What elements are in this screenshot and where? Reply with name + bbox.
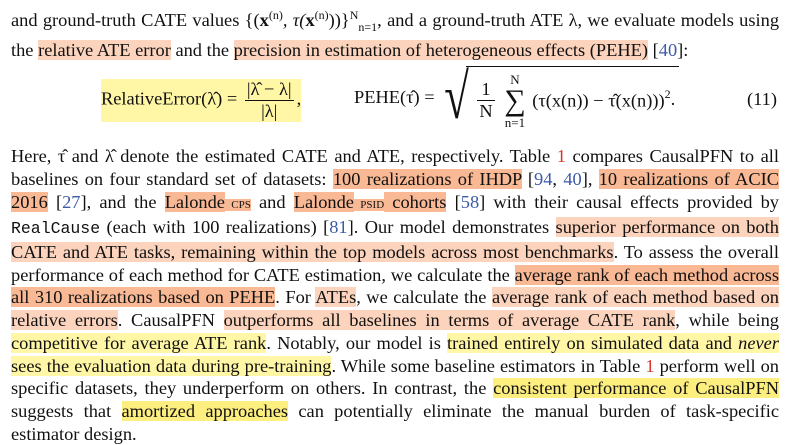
text-run: ))} (328, 10, 350, 31)
table-ref-link[interactable]: 1 (645, 355, 655, 376)
text-run: . CausalPFN (117, 310, 224, 331)
highlight-superior-performance: superior performance on both CATE and ATE tasks, remaining within the top models across most benchmarks (11, 217, 779, 263)
math-sub: n=1 (358, 19, 378, 34)
citation-link[interactable]: 58 (460, 191, 480, 212)
citation-link[interactable]: 27 (62, 191, 81, 212)
highlight-cps: CPS (224, 198, 251, 211)
citation-link[interactable]: 40 (563, 168, 582, 189)
text-run: suggests that (11, 400, 122, 421)
code-realcause: RealCause (11, 219, 101, 239)
highlight-lalonde: Lalonde (293, 191, 354, 212)
text-run: and the (170, 39, 234, 60)
math-tau: , τ( (282, 10, 306, 31)
pehe-equation (354, 61, 679, 133)
text-run: perform well on specific datasets, they underperform on others. In contrast, the (11, 355, 779, 399)
text-run: Here, τ̂ and λ̂ denote the estimated CATE and ATE, respectively. Table (11, 146, 557, 167)
highlight-pretraining: sees the evaluation data during pre-training (11, 355, 332, 376)
eq-lhs: PEHE(τ̂) = (354, 86, 435, 107)
citation-link[interactable]: 94 (534, 168, 553, 189)
highlight-cohorts: cohorts (384, 191, 447, 212)
math-sup-N: N (349, 8, 359, 22)
highlight-outperforms: outperforms all baselines in terms of average CATE rank (223, 310, 676, 331)
fraction-numerator: 1 (477, 79, 494, 101)
text-run: [ (648, 39, 659, 60)
highlight-average-rank-relative: average rank of each method based on relative errors (11, 287, 779, 331)
highlight-psid: PSID (353, 198, 385, 211)
text-run: [ (47, 191, 63, 212)
highlight-average-rank-pehe: average rank of each method across all 310 realizations based on PEHE (11, 264, 779, 308)
text-run: [ (446, 191, 461, 212)
highlight-pehe: precision in estimation of heterogeneous effects (PEHE) (233, 39, 649, 60)
fraction-denominator: |λ| (261, 101, 278, 122)
highlight-acic: 10 realizations of ACIC 2016 (11, 168, 779, 212)
summation (504, 73, 525, 129)
math-sup: (n) (314, 8, 329, 22)
pehe-body: (τ(x(n)) − τ̂(x(n))) (532, 90, 665, 111)
sqrt-body (466, 66, 679, 129)
fraction-numerator: |λ̂ − λ| (246, 79, 292, 100)
results-paragraph (11, 145, 779, 445)
paper-page (11, 4, 779, 445)
sum-icon: ∑ (504, 83, 526, 117)
square: 2 (664, 86, 671, 101)
text-run: , we calculate the (356, 287, 492, 308)
text-run: . Notably, our model is (266, 332, 448, 353)
eq-comma: , (296, 88, 302, 109)
text-run: . For (275, 287, 316, 308)
text-run: [ (521, 168, 535, 189)
text-run: and ground-truth CATE values {( (11, 10, 260, 31)
citation-link[interactable]: 81 (329, 217, 348, 238)
equation-block (11, 61, 779, 145)
highlight-ates: ATEs (315, 287, 357, 308)
text-run: ]. Our model demonstrates (347, 217, 556, 238)
text-run: . To assess the overall performance of each method for CATE estimation, we calculate the (11, 242, 779, 285)
math-sup: (n) (268, 8, 283, 22)
highlight-never: never (738, 332, 779, 353)
equation-number: (11) (747, 89, 777, 110)
sqrt-icon: √ (444, 61, 470, 133)
fraction (245, 79, 294, 122)
text-run: ], and the (80, 191, 165, 212)
math-x: x (305, 10, 315, 31)
sum-lower: n=1 (504, 114, 526, 130)
text-run: ]: (677, 39, 689, 60)
intro-paragraph (11, 4, 779, 61)
text-run: , (552, 168, 564, 189)
math-x: x (259, 10, 269, 31)
text-run: , while being (675, 310, 780, 331)
text-run: and (250, 191, 294, 212)
text-run: . While some baseline estimators in Table (331, 355, 646, 376)
eq-lhs: RelativeError(λ̂) = (101, 88, 238, 109)
eq-dot: . (670, 88, 676, 109)
fraction (477, 79, 494, 122)
relative-error-equation (101, 79, 301, 122)
text-run: can potentially eliminate the manual burden of task-specific estimator design. (11, 400, 779, 444)
text-run: ] with their causal effects provided by (479, 191, 779, 212)
highlight-ihdp: 100 realizations of IHDP (332, 168, 522, 189)
text-run: (each with 100 realizations) [ (100, 217, 330, 238)
highlight-amortized: amortized approaches (121, 400, 289, 421)
text-run: compares CausalPFN to all baselines on four standard set of datasets: (11, 146, 779, 189)
text-run: ], (581, 168, 599, 189)
citation-link[interactable]: 40 (658, 39, 678, 60)
highlight-trained-simulated: trained entirely on simulated data and (447, 332, 739, 353)
table-ref-link[interactable]: 1 (556, 146, 566, 167)
highlight-consistent-performance: consistent performance of CausalPFN (493, 378, 779, 399)
highlight-lalonde: Lalonde (164, 191, 225, 212)
sum-upper: N (510, 71, 520, 87)
highlight-competitive: competitive for average ATE rank (11, 332, 267, 353)
text-run: , and a ground-truth ATE λ, we evaluate models using the (11, 10, 780, 60)
fraction-denominator: N (479, 101, 493, 122)
highlight-relative-ate-error: relative ATE error (38, 39, 171, 60)
